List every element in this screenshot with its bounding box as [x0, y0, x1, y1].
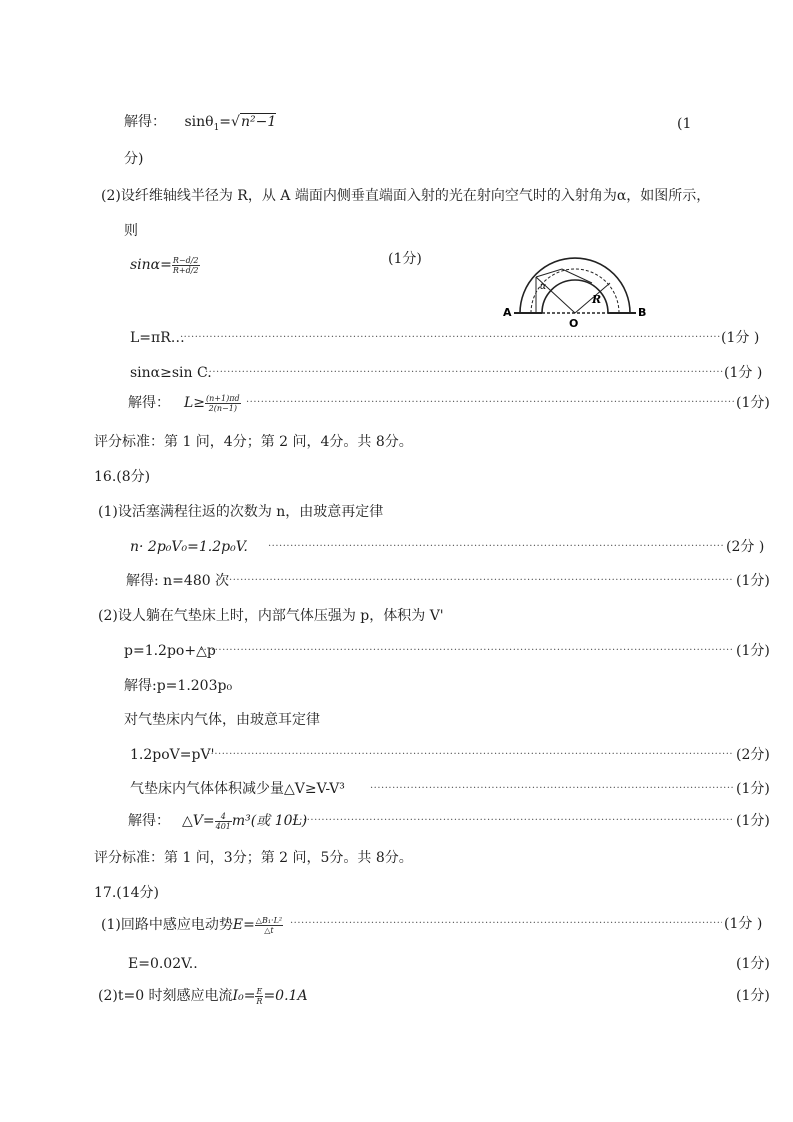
q16-sol1-score: (1分) — [736, 573, 770, 589]
q16-part2: (2)设人躺在气垫床上时，内部气体压强为 p，体积为 V' — [98, 608, 444, 624]
q15-part2-text: (2)设纤维轴线半径为 R，从 A 端面内侧垂直端面入射的光在射向空气时的入射角为α，如图所示， — [101, 188, 711, 204]
q17-part2-denominator: R — [256, 996, 263, 1006]
q15-condition: sinα≥sin C. — [130, 365, 212, 381]
q15-final-L: L≥ — [184, 395, 206, 411]
q16-sol3-score: (1分) — [736, 813, 770, 829]
q16-eq3-score: (2分) — [736, 747, 770, 763]
q15-criteria: 评分标准：第 1 问，4分；第 2 问，4分。共 8分。 — [94, 434, 413, 450]
q17-part2-I: I₀= — [232, 988, 256, 1004]
q15-sqrt-radicand: n²−1 — [240, 114, 277, 130]
q16-eq1: n· 2p₀V₀=1.2p₀V. — [130, 539, 248, 555]
q16-sol3-leader — [292, 812, 734, 830]
q16-sol3-prefix: 解得： — [128, 813, 170, 829]
q17-part1-leader — [290, 915, 722, 933]
q15-sin-theta: sinθ — [184, 114, 214, 130]
q16-sol2: 解得:p=1.203p₀ — [124, 678, 233, 694]
fig-label-alpha: α — [540, 282, 547, 292]
q16-eq2: p=1.2po+△p — [124, 643, 216, 659]
q15-sin-alpha-score: (1分) — [388, 251, 422, 267]
fig-label-r: R — [592, 293, 602, 306]
q16-eq4-leader — [370, 780, 734, 798]
q15-sin-alpha-numerator: R−d/2 — [172, 255, 199, 265]
q15-L-equation: L=πR… — [130, 330, 185, 346]
q15-final-score: (1分) — [736, 395, 770, 411]
q17-part1-numerator: △B₁·L² — [255, 915, 283, 925]
q16-eq3: 1.2poV=pV' — [130, 747, 215, 763]
q17-part2-line — [98, 981, 308, 1011]
fiber-diagram — [500, 253, 650, 328]
q15-final-line — [128, 388, 241, 418]
q15-condition-leader — [205, 364, 723, 382]
q17-eq1-score: (1分) — [736, 956, 770, 972]
fig-label-a: A — [503, 306, 512, 319]
q15-solution-prefix: 解得： — [124, 114, 166, 130]
q16-title: 16.(8分) — [94, 469, 151, 485]
q17-part1-text: (1)回路中感应电动势 — [101, 917, 233, 933]
q16-sol3-denominator: 401 — [215, 821, 231, 831]
q15-condition-score: (1分 ) — [724, 365, 763, 381]
q17-part2-rest: =0.1A — [263, 988, 308, 1004]
q15-sin-alpha-fraction — [172, 256, 200, 275]
q16-sol3-fraction — [215, 812, 232, 831]
q17-part1-E: E= — [232, 917, 255, 933]
q17-part2-score: (1分) — [736, 988, 770, 1004]
q15-line1-score-a: (1 — [677, 116, 692, 132]
q16-eq3-leader — [207, 746, 734, 764]
q15-sin-alpha-denominator: R+d/2 — [172, 265, 199, 275]
q15-sin-theta-sub: 1 — [213, 122, 220, 133]
q16-eq1-leader — [268, 538, 724, 556]
q15-line1-score-b: 分) — [124, 151, 144, 167]
fig-label-o: O — [569, 317, 579, 328]
q17-title: 17.(14分) — [94, 885, 160, 901]
q16-sol3-line — [128, 806, 307, 836]
q16-eq2-leader — [200, 642, 734, 660]
q16-criteria: 评分标准：第 1 问，3分；第 2 问，5分。共 8分。 — [94, 850, 413, 866]
q16-eq4-score: (1分) — [736, 781, 770, 797]
q16-eq4: 气垫床内气体体积减少量△V≥V-V³ — [130, 781, 345, 797]
q15-final-leader — [246, 394, 734, 412]
q16-sol1: 解得: n=480 次 — [126, 573, 230, 589]
q15-final-fraction — [205, 394, 241, 413]
q17-part1-line — [101, 910, 283, 940]
q15-sqrt-sign: =√ — [219, 114, 240, 130]
q16-part3: 对气垫床内气体，由玻意耳定律 — [124, 712, 320, 728]
q15-final-denominator: 2(n−1) — [208, 403, 237, 413]
q16-sol3-dv: △V= — [182, 813, 215, 829]
q17-part2-numerator: E — [256, 986, 263, 996]
q16-sol1-leader — [218, 572, 734, 590]
fig-label-b: B — [638, 306, 647, 319]
q16-part1: (1)设活塞满程往返的次数为 n，由玻意再定律 — [98, 504, 384, 520]
q15-L-score: (1分 ) — [721, 330, 760, 346]
q15-solution-line — [124, 113, 276, 137]
q16-sol3-numerator: 4 — [215, 812, 232, 822]
q17-part1-fraction — [255, 916, 283, 935]
q15-part2-then: 则 — [124, 223, 138, 239]
q16-eq1-score: (2分 ) — [726, 539, 765, 555]
q15-L-leader — [180, 329, 720, 347]
q17-part1-score: (1分 ) — [724, 916, 763, 932]
q16-sol3-rest: m³(或 10L) — [231, 813, 308, 829]
q17-eq1: E=0.02V.. — [128, 956, 198, 972]
q15-final-numerator: (n+1)πd — [206, 393, 240, 403]
q15-sin-alpha-line — [130, 250, 200, 280]
q15-sin-alpha-label: sinα= — [130, 257, 172, 273]
q17-part2-text: (2)t=0 时刻感应电流 — [98, 988, 233, 1004]
q16-eq2-score: (1分) — [736, 643, 770, 659]
q17-part1-denominator: △t — [264, 925, 274, 935]
q15-final-prefix: 解得： — [128, 395, 170, 411]
